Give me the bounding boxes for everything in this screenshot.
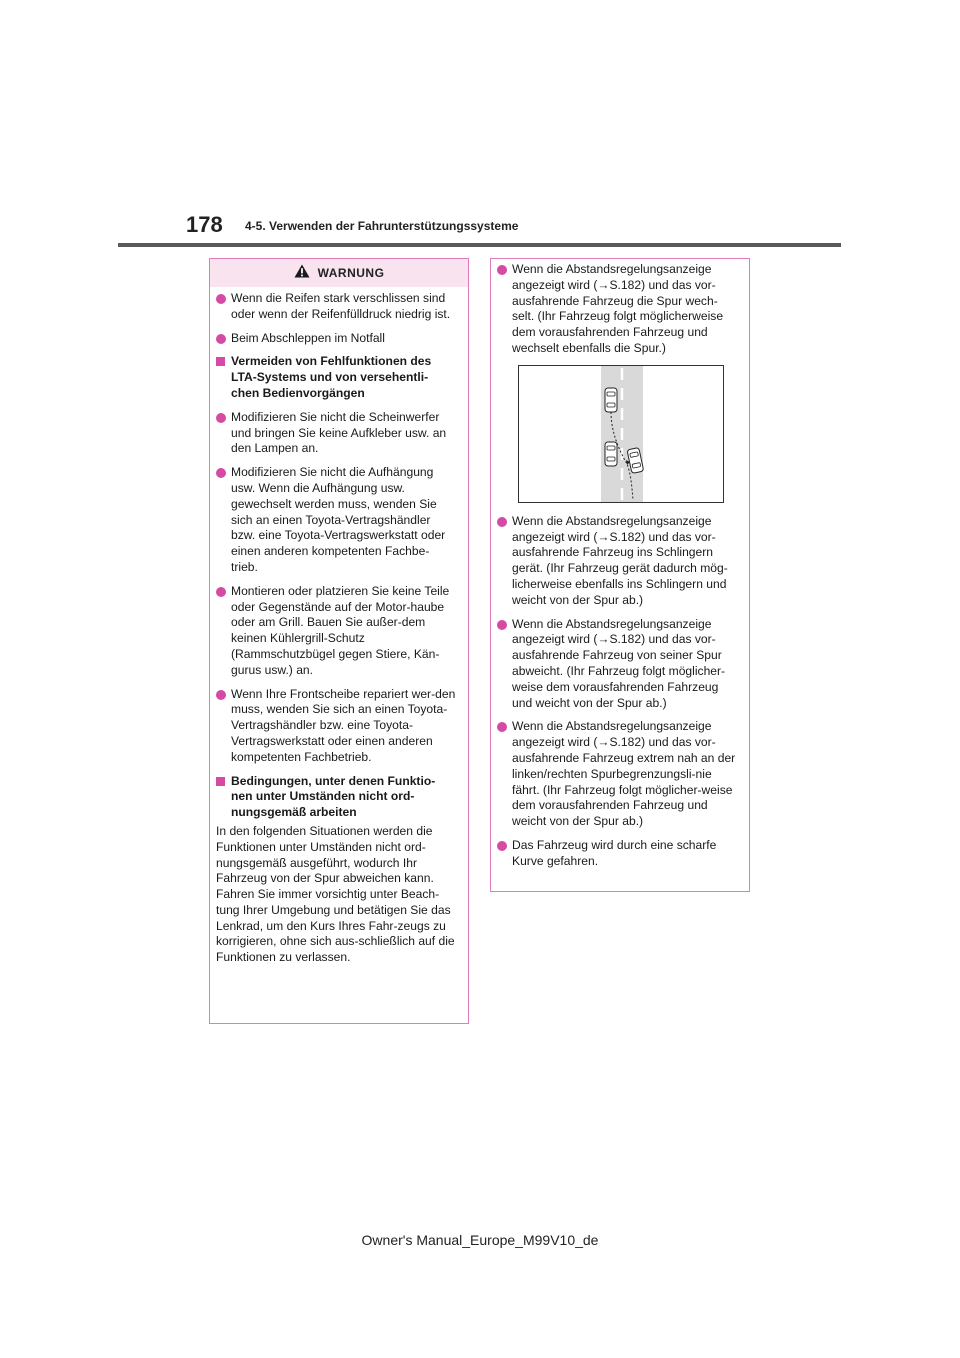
footer-text: Owner's Manual_Europe_M99V10_de — [361, 1232, 599, 1248]
bullet-dot-icon — [216, 690, 226, 700]
list-item-text: Modifizieren Sie nicht die Scheinwerfer und bringen Sie keine Aufkleber usw. an den Lampen an. — [231, 409, 447, 456]
bullet-dot-icon — [497, 841, 507, 851]
warning-header — [210, 259, 468, 287]
own-vehicle-icon — [605, 442, 617, 466]
lane-diagram — [519, 366, 723, 502]
bullet-dot-icon — [497, 517, 507, 527]
subheading-item — [216, 774, 456, 821]
lane-change-illustration — [518, 365, 724, 503]
bullet-dot-icon — [216, 587, 226, 597]
list-item — [216, 291, 456, 323]
warning-title: WARNUNG — [317, 266, 385, 280]
list-item — [497, 262, 737, 357]
subheading-item — [216, 354, 456, 401]
warning-box — [209, 258, 469, 1024]
list-item-text: Beim Abschleppen im Notfall — [231, 330, 385, 345]
subheading-text: Bedingungen, unter denen Funktio-nen unter Umständen nicht ord-nungsgemäß arbeiten — [231, 773, 436, 820]
list-item — [497, 838, 737, 870]
list-item-text: Wenn die Abstandsregelungsanzeige angezeigt wird (→S.182) und das vor-ausfahrende Fahrzeug von seiner Spur abweicht. (Ihr Fahrzeug folgt möglicher-weise dem vorausfahrenden Fahrzeug und weicht von der Spur ab.) — [512, 616, 726, 710]
list-item-text: Wenn die Abstandsregelungsanzeige angezeigt wird (→S.182) und das vor-ausfahrende Fahrzeug ins Schlingern gerät. (Ihr Fahrzeug gerät dadurch mög-licherweise ebenfalls ins Schlingern und weicht von der Spur ab.) — [512, 513, 728, 607]
header-rule — [118, 243, 841, 247]
bullet-dot-icon — [216, 294, 226, 304]
bullet-dot-icon — [497, 722, 507, 732]
list-item-text: Montieren oder platzieren Sie keine Teile oder Gegenstände auf der Motor-haube oder am Grill. Bauen Sie außer-dem keinen Kühlergrill-Schutz (Rammschutzbügel gegen Stiere, Kän-gurus usw.) an. — [231, 583, 450, 677]
bullet-dot-icon — [497, 620, 507, 630]
list-item-text: Wenn Ihre Frontscheibe repariert wer-den muss, wenden Sie sich an einen Toyota-Vertragshändler bzw. eine Toyota-Vertragswerkstatt oder einen anderen kompetenten Fachbetrieb. — [231, 686, 456, 764]
page-number: 178 — [186, 212, 223, 237]
bullet-dot-icon — [497, 265, 507, 275]
preceding-vehicle-icon — [605, 388, 617, 412]
list-item-text: Wenn die Reifen stark verschlissen sind oder wenn der Reifenfülldruck niedrig ist. — [231, 291, 451, 321]
continued-warning-box — [490, 258, 750, 892]
bullet-square-icon — [216, 777, 225, 786]
warning-triangle-icon — [294, 264, 310, 283]
list-item-text: Wenn die Abstandsregelungsanzeige angezeigt wird (→S.182) und das vor-ausfahrende Fahrzeug die Spur wech-selt. (Ihr Fahrzeug folgt möglicherweise dem vorausfahrenden Fahrzeug und wechselt ebenfalls die Spur.) — [512, 262, 724, 355]
warning-paragraph: In den folgenden Situationen werden die Funktionen unter Umständen nicht ord-nungsgemäß ausgeführt, wodurch Ihr Fahrzeug von der Spur abweichen kann. Fahren Sie immer vorsichtig unter Beach-tung Ihrer Umgebung und betätigen Sie das Lenkrad, um den Kurs Ihres Fahr-zeugs zu korrigieren, ohne sich aus-schließlich auf die Funktionen zu verlassen. — [216, 823, 455, 965]
list-item — [216, 687, 456, 766]
bullet-dot-icon — [216, 334, 226, 344]
list-item — [216, 465, 456, 576]
bullet-square-icon — [216, 357, 225, 366]
list-item — [216, 331, 456, 347]
list-item-text: Wenn die Abstandsregelungsanzeige angezeigt wird (→S.182) und das vor-ausfahrende Fahrzeug extrem nah an der linken/rechten Spurbegrenzungsli-nie fährt. (Ihr Fahrzeug folgt möglicher-weise dem vorausfahrenden Fahrzeug und weicht von der Spur ab.) — [512, 719, 736, 829]
warning-content — [210, 287, 468, 966]
list-item — [216, 410, 456, 457]
list-item — [216, 584, 456, 679]
subheading-text: Vermeiden von Fehlfunktionen des LTA-Systems und von versehentli-chen Bedienvorgängen — [231, 354, 432, 400]
list-item-text: Das Fahrzeug wird durch eine scharfe Kurve gefahren. — [512, 837, 717, 868]
list-item — [497, 719, 737, 830]
section-title: 4-5. Verwenden der Fahrunterstützungssysteme — [245, 219, 519, 233]
bullet-dot-icon — [216, 468, 226, 478]
list-item-text: Modifizieren Sie nicht die Aufhängung usw. Wenn die Aufhängung usw. gewechselt werden muss, wenden Sie sich an einen Toyota-Vertragshändler bzw. eine Toyota-Vertragswerkstatt oder einen anderen kompetenten Fachbe-trieb. — [231, 465, 446, 574]
list-item — [497, 617, 737, 712]
list-item — [497, 514, 737, 609]
continued-warning-content — [491, 259, 749, 870]
bullet-dot-icon — [216, 413, 226, 423]
